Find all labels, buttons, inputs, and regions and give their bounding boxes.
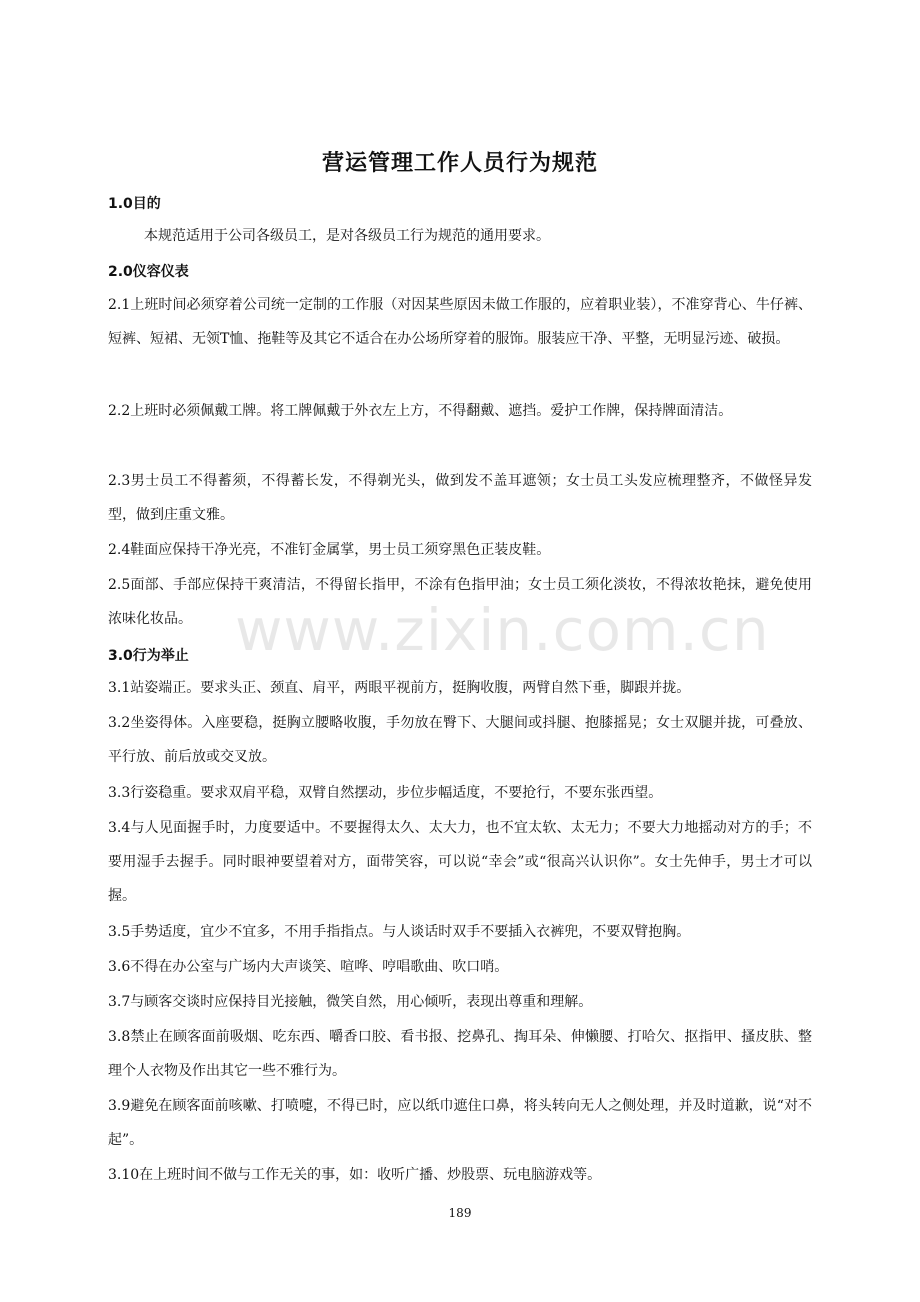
- paragraph-3-3: 3.3行姿稳重。要求双肩平稳，双臂自然摆动，步位步幅适度，不要抢行，不要东张西望。: [108, 785, 663, 801]
- paragraph-3-2: 3.2坐姿得体。入座要稳，挺胸立腰略收腹，手勿放在臀下、大腿间或抖腿、抱膝摇晃；女士双腿并拢，可叠放、平行放、前后放或交叉放。: [108, 715, 812, 765]
- paragraph-3-4: 3.4与人见面握手时，力度要适中。不要握得太久、太大力，也不宜太软、太无力；不要大力地摇动对方的手；不要用湿手去握手。同时眼神要望着对方，面带笑容，可以说“幸会”或“很高兴认识你”。女士先伸手，男士才可以握。: [108, 820, 812, 904]
- paragraph-3-8: 3.8禁止在顾客面前吸烟、吃东西、嚼香口胶、看书报、挖鼻孔、掏耳朵、伸懒腰、打哈欠、抠指甲、搔皮肤、整理个人衣物及作出其它一些不雅行为。: [108, 1029, 812, 1079]
- paragraph-purpose: 本规范适用于公司各级员工，是对各级员工行为规范的通用要求。: [144, 228, 550, 244]
- paragraph-2-4: 2.4鞋面应保持干净光亮，不准钉金属掌，男士员工须穿黑色正装皮鞋。: [108, 542, 551, 558]
- paragraph-2-1: 2.1上班时间必须穿着公司统一定制的工作服（对因某些原因未做工作服的，应着职业装），不准穿背心、牛仔裤、短裤、短裙、无领T恤、拖鞋等及其它不适合在办公场所穿着的服饰。服装应干净、平整，无明显污迹、破损。: [108, 297, 812, 347]
- paragraph-3-5: 3.5手势适度，宜少不宜多，不用手指指点。与人谈话时双手不要插入衣裤兜，不要双臂抱胸。: [108, 924, 691, 940]
- paragraph-3-1: 3.1站姿端正。要求头正、颈直、肩平，两眼平视前方，挺胸收腹，两臂自然下垂，脚跟并拢。: [108, 680, 691, 696]
- section-heading-appearance: 2.0仪容仪表: [108, 264, 189, 280]
- paragraph-3-9: 3.9避免在顾客面前咳嗽、打喷嚏，不得已时，应以纸巾遮住口鼻，将头转向无人之侧处理，并及时道歉，说“对不起”。: [108, 1098, 812, 1148]
- watermark: www.zixin.com.cn: [235, 596, 770, 664]
- section-heading-behavior: 3.0行为举止: [108, 648, 189, 664]
- paragraph-2-5: 2.5面部、手部应保持干爽清洁，不得留长指甲，不涂有色指甲油；女士员工须化淡妆，不得浓妆艳抹，避免使用浓味化妆品。: [108, 577, 812, 627]
- paragraph-3-7: 3.7与顾客交谈时应保持目光接触，微笑自然，用心倾听，表现出尊重和理解。: [108, 994, 593, 1010]
- paragraph-3-6: 3.6不得在办公室与广场内大声谈笑、喧哗、哼唱歌曲、吹口哨。: [108, 959, 509, 975]
- section-heading-purpose: 1.0目的: [108, 196, 161, 212]
- page-number: 189: [448, 1206, 472, 1220]
- paragraph-3-10: 3.10在上班时间不做与工作无关的事，如：收听广播、炒股票、玩电脑游戏等。: [108, 1167, 602, 1183]
- paragraph-2-3: 2.3男士员工不得蓄须，不得蓄长发，不得剃光头，做到发不盖耳遮领；女士员工头发应梳理整齐，不做怪异发型，做到庄重文雅。: [108, 473, 812, 523]
- paragraph-2-2: 2.2上班时必须佩戴工牌。将工牌佩戴于外衣左上方，不得翻戴、遮挡。爱护工作牌，保持牌面清洁。: [108, 403, 733, 419]
- document-title: 营运管理工作人员行为规范: [321, 151, 598, 176]
